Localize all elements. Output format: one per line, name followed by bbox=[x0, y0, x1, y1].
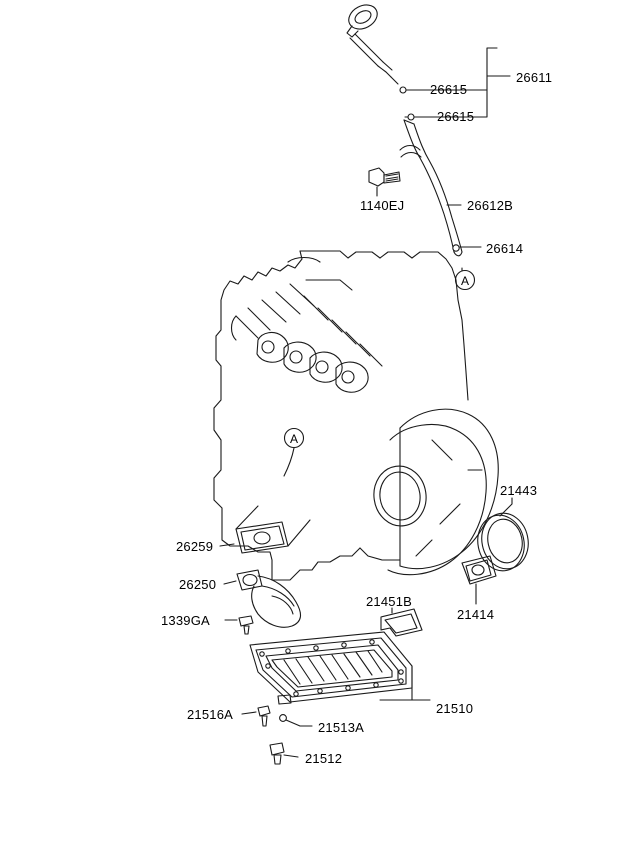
leader-21512 bbox=[284, 755, 298, 757]
part-number-21510: 21510 bbox=[436, 701, 474, 716]
part-number-21512: 21512 bbox=[305, 751, 343, 766]
part-number-1140ej: 1140EJ bbox=[360, 198, 405, 213]
leader-21513a bbox=[286, 720, 312, 726]
part-number-21513a: 21513A bbox=[318, 720, 365, 735]
part-number-21516a: 21516A bbox=[187, 707, 234, 722]
part-number-21443: 21443 bbox=[500, 483, 538, 498]
part-number-26615-lower: 26615 bbox=[437, 109, 475, 124]
callout-letter-a-upper: A bbox=[460, 274, 470, 288]
bolt-21516a bbox=[258, 706, 270, 726]
dipstick-assembly bbox=[345, 0, 398, 84]
part-number-26611: 26611 bbox=[516, 70, 553, 85]
leader-26250 bbox=[224, 581, 236, 584]
dipstick-tube-26612b bbox=[400, 120, 462, 256]
bolt-1140ej bbox=[369, 168, 400, 186]
part-number-26614: 26614 bbox=[486, 241, 524, 256]
leader-21510 bbox=[412, 666, 430, 700]
rear-oil-seal-21443 bbox=[473, 509, 534, 575]
callout-letter-a-lower: A bbox=[289, 432, 299, 446]
oring-26614 bbox=[453, 245, 459, 251]
part-number-26612b: 26612B bbox=[467, 198, 514, 213]
baffle-21451b bbox=[381, 609, 422, 636]
part-number-26259: 26259 bbox=[176, 539, 214, 554]
leader-21516a bbox=[242, 712, 256, 714]
part-number-21451b: 21451B bbox=[366, 594, 413, 609]
part-number-1339ga: 1339GA bbox=[161, 613, 210, 628]
drain-plug-21512 bbox=[270, 743, 284, 764]
part-number-26615-upper: 26615 bbox=[430, 82, 468, 97]
gasket-21513a bbox=[280, 715, 287, 722]
plate-21414 bbox=[462, 556, 496, 584]
clip-26615-upper bbox=[400, 87, 406, 93]
part-number-26250: 26250 bbox=[179, 577, 217, 592]
part-number-21414: 21414 bbox=[457, 607, 495, 622]
oil-pan-21510 bbox=[250, 632, 412, 704]
bolt-1339ga bbox=[239, 616, 253, 634]
clip-26615-lower bbox=[408, 114, 414, 120]
